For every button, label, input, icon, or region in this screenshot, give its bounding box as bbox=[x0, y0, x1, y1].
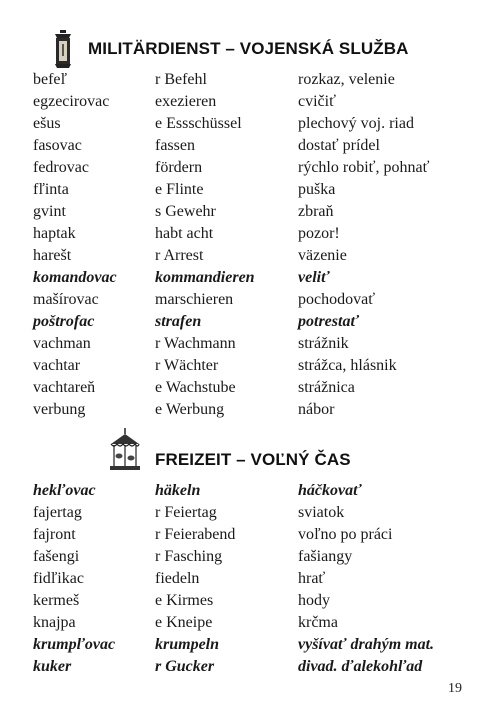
translation: strážnica bbox=[298, 379, 355, 396]
slovak-word: krumpľovac bbox=[33, 636, 116, 653]
german-word: r Feiertag bbox=[155, 504, 217, 521]
slovak-word: fajertag bbox=[33, 504, 82, 521]
german-word: krumpeln bbox=[155, 636, 220, 653]
table-row bbox=[0, 355, 500, 377]
page-number: 19 bbox=[448, 681, 462, 696]
translation: nábor bbox=[298, 401, 335, 418]
slovak-word: ešus bbox=[33, 115, 61, 132]
table-row bbox=[0, 91, 500, 113]
translation: pozor! bbox=[298, 225, 340, 242]
translation: rýchlo robiť, pohnať bbox=[298, 159, 430, 176]
german-word: e Flinte bbox=[155, 181, 204, 198]
german-word: marschieren bbox=[155, 291, 234, 308]
section-title-military: MILITÄRDIENST – VOJENSKÁ SLUŽBA bbox=[88, 39, 409, 58]
translation: puška bbox=[298, 181, 336, 198]
translation: hrať bbox=[298, 570, 326, 587]
table-row bbox=[0, 612, 500, 634]
table-row bbox=[0, 201, 500, 223]
translation: divad. ďalekohľad bbox=[298, 658, 423, 675]
translation: rozkaz, velenie bbox=[298, 71, 395, 88]
table-row bbox=[0, 69, 500, 91]
german-word: r Feierabend bbox=[155, 526, 236, 543]
table-row bbox=[0, 546, 500, 568]
german-word: r Gucker bbox=[155, 658, 215, 675]
table-row bbox=[0, 157, 500, 179]
german-word: r Wachmann bbox=[155, 335, 236, 352]
translation: dostať prídel bbox=[298, 137, 380, 154]
slovak-word: egzecirovac bbox=[33, 93, 110, 110]
table-row bbox=[0, 113, 500, 135]
table-row bbox=[0, 245, 500, 267]
translation: väzenie bbox=[298, 247, 347, 264]
german-word: e Kirmes bbox=[155, 592, 214, 609]
translation: hody bbox=[298, 592, 330, 609]
word-list-military bbox=[0, 69, 500, 421]
slovak-word: poštrofac bbox=[33, 313, 95, 330]
slovak-word: fedrovac bbox=[33, 159, 89, 176]
table-row bbox=[0, 590, 500, 612]
translation: vyšívať drahým mat. bbox=[298, 636, 435, 653]
translation: plechový voj. riad bbox=[298, 115, 414, 132]
slovak-word: haptak bbox=[33, 225, 76, 242]
translation: pochodovať bbox=[298, 291, 376, 308]
slovak-word: fajront bbox=[33, 526, 76, 543]
translation: krčma bbox=[298, 614, 338, 631]
slovak-word: verbung bbox=[33, 401, 86, 418]
german-word: r Befehl bbox=[155, 71, 207, 88]
translation: strážca, hlásnik bbox=[298, 357, 397, 374]
slovak-word: fľinta bbox=[33, 181, 69, 198]
german-word: fassen bbox=[155, 137, 195, 154]
table-row bbox=[0, 179, 500, 201]
slovak-word: mašírovac bbox=[33, 291, 99, 308]
translation: sviatok bbox=[298, 504, 345, 521]
word-list-leisure bbox=[0, 480, 500, 678]
german-word: strafen bbox=[155, 313, 202, 330]
german-word: r Fasching bbox=[155, 548, 223, 565]
german-word: e Essschüssel bbox=[155, 115, 242, 132]
slovak-word: kermeš bbox=[33, 592, 80, 609]
german-word: e Kneipe bbox=[155, 614, 213, 631]
german-word: exezieren bbox=[155, 93, 217, 110]
table-row bbox=[0, 135, 500, 157]
german-word: e Wachstube bbox=[155, 379, 236, 396]
german-word: häkeln bbox=[155, 482, 201, 499]
german-word: fiedeln bbox=[155, 570, 200, 587]
table-row bbox=[0, 634, 500, 656]
table-row bbox=[0, 311, 500, 333]
table-row bbox=[0, 502, 500, 524]
slovak-word: fasovac bbox=[33, 137, 82, 154]
slovak-word: fidľikac bbox=[33, 570, 84, 587]
slovak-word: gvint bbox=[33, 203, 66, 220]
translation: háčkovať bbox=[298, 482, 362, 499]
translation: potrestať bbox=[298, 313, 359, 330]
translation: zbraň bbox=[298, 203, 334, 220]
slovak-word: vachtareň bbox=[33, 379, 96, 396]
german-word: r Arrest bbox=[155, 247, 204, 264]
lantern-icon bbox=[52, 30, 74, 70]
german-word: kommandieren bbox=[155, 269, 255, 286]
slovak-word: harešt bbox=[33, 247, 72, 264]
german-word: e Werbung bbox=[155, 401, 225, 418]
slovak-word: knajpa bbox=[33, 614, 76, 631]
slovak-word: komandovac bbox=[33, 269, 117, 286]
slovak-word: hekľovac bbox=[33, 482, 96, 499]
translation: fašiangy bbox=[298, 548, 353, 565]
slovak-word: vachman bbox=[33, 335, 91, 352]
translation: voľno po práci bbox=[298, 526, 393, 543]
table-row bbox=[0, 656, 500, 678]
table-row bbox=[0, 333, 500, 355]
german-word: r Wächter bbox=[155, 357, 219, 374]
table-row bbox=[0, 289, 500, 311]
table-row bbox=[0, 480, 500, 502]
table-row bbox=[0, 267, 500, 289]
german-word: s Gewehr bbox=[155, 203, 216, 220]
slovak-word: fašengi bbox=[33, 548, 80, 565]
table-row bbox=[0, 377, 500, 399]
section-title-leisure: FREIZEIT – VOĽNÝ ČAS bbox=[155, 450, 351, 469]
table-row bbox=[0, 568, 500, 590]
translation: cvičiť bbox=[298, 93, 336, 110]
slovak-word: befeľ bbox=[33, 71, 68, 88]
table-row bbox=[0, 223, 500, 245]
translation: veliť bbox=[298, 269, 330, 286]
carousel-icon bbox=[108, 428, 142, 472]
slovak-word: vachtar bbox=[33, 357, 81, 374]
slovak-word: kuker bbox=[33, 658, 72, 675]
german-word: habt acht bbox=[155, 225, 214, 242]
table-row bbox=[0, 399, 500, 421]
translation: strážnik bbox=[298, 335, 349, 352]
german-word: fördern bbox=[155, 159, 203, 176]
table-row bbox=[0, 524, 500, 546]
